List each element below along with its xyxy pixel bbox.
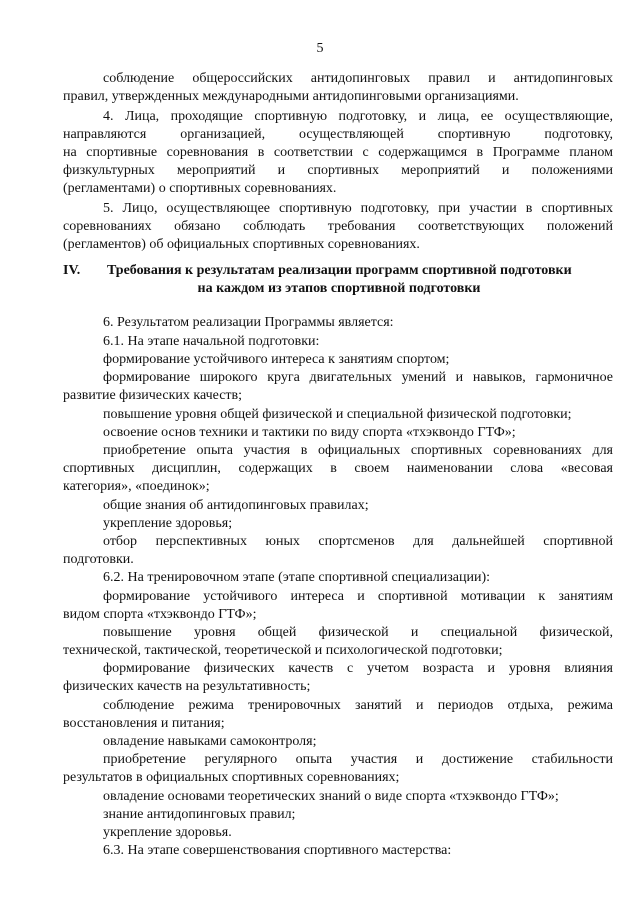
text-line: 6.1. На этапе начальной подготовки:	[103, 334, 320, 349]
text-line: категория», «поединок»;	[63, 479, 210, 494]
text-line: правил, утвержденных международными антидопинговыми организациями.	[63, 89, 519, 104]
text-line: овладение основами теоретических знаний о виде спорта «тхэквондо ГТФ»;	[103, 789, 559, 804]
text-line: соблюдение режима тренировочных занятий и периодов отдыха, режима	[103, 698, 613, 713]
text-line: физкультурных мероприятий и спортивных мероприятий и положениями	[63, 163, 613, 178]
text-line: видом спорта «тхэквондо ГТФ»;	[63, 607, 257, 622]
text-line: подготовки.	[63, 552, 134, 567]
text-line: на спортивные соревнования в соответствии с содержащимся в Программе планом	[63, 145, 613, 160]
text-line: (регламентами) о спортивных соревнованиях.	[63, 181, 337, 196]
text-line: формирование устойчивого интереса и спортивной мотивации к занятиям	[103, 589, 613, 604]
text-line: отбор перспективных юных спортсменов для дальнейшей спортивной	[103, 534, 613, 549]
text-line: овладение навыками самоконтроля;	[103, 734, 317, 749]
text-line: направляются организацией, осуществляющей спортивную подготовку,	[63, 127, 613, 142]
text-line: 4. Лица, проходящие спортивную подготовку, и лица, ее осуществляющие,	[103, 109, 613, 124]
text-line: приобретение регулярного опыта участия и достижение стабильности	[103, 752, 613, 767]
text-line: 6.3. На этапе совершенствования спортивного мастерства:	[103, 843, 452, 858]
section-title-line1: Требования к результатам реализации программ спортивной подготовки	[107, 263, 572, 278]
text-line: формирование широкого круга двигательных умений и навыков, гармоничное	[103, 370, 613, 385]
text-line: восстановления и питания;	[63, 716, 225, 731]
text-line: повышение уровня общей физической и специальной физической подготовки;	[103, 407, 572, 422]
text-line: 6. Результатом реализации Программы является:	[103, 315, 394, 330]
text-line: формирование физических качеств с учетом возраста и уровня влияния	[103, 661, 613, 676]
text-line: общие знания об антидопинговых правилах;	[103, 498, 369, 513]
page-number: 5	[316, 41, 324, 56]
text-line: соблюдение общероссийских антидопинговых правил и антидопинговых	[103, 71, 613, 86]
text-line: укрепление здоровья;	[103, 516, 233, 531]
text-line: результатов в официальных спортивных соревнованиях;	[63, 770, 400, 785]
text-line: приобретение опыта участия в официальных спортивных соревнованиях для	[103, 443, 613, 458]
text-line: формирование устойчивого интереса к занятиям спортом;	[103, 352, 450, 367]
text-line: развитие физических качеств;	[63, 388, 243, 403]
text-line: соревнованиях обязано соблюдать требования соответствующих положений	[63, 219, 613, 234]
text-line: 6.2. На тренировочном этапе (этапе спортивной специализации):	[103, 570, 491, 585]
text-line: технической, тактической, теоретической и психологической подготовки;	[63, 643, 503, 658]
section-number: IV.	[63, 263, 81, 278]
section-title-line2: на каждом из этапов спортивной подготовки	[197, 281, 481, 296]
text-line: спортивных дисциплин, содержащих в своем наименовании слова «весовая	[63, 461, 613, 476]
text-line: физических качеств на результативность;	[63, 679, 311, 694]
text-line: 5. Лицо, осуществляющее спортивную подготовку, при участии в спортивных	[103, 201, 613, 216]
text-line: укрепление здоровья.	[103, 825, 232, 840]
text-line: освоение основ техники и тактики по виду спорта «тхэквондо ГТФ»;	[103, 425, 516, 440]
text-line: (регламентов) об официальных спортивных соревнованиях.	[63, 237, 420, 252]
text-line: повышение уровня общей физической и специальной физической,	[103, 625, 613, 640]
text-line: знание антидопинговых правил;	[103, 807, 296, 822]
